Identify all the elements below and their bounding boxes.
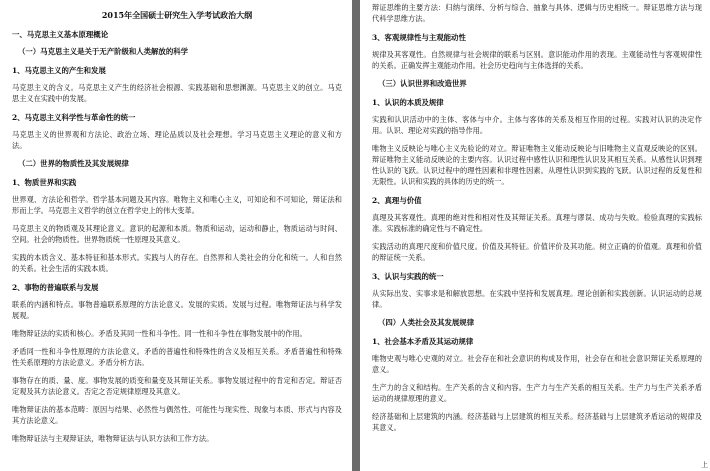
subsection-heading: （三）认识世界和改造世界: [378, 79, 467, 88]
paragraph: 规律及其客观性。自然规律与社会规律的联系与区别。意识能动作用的表现。主观能动性与客观规律性的关系。正确发挥主观能动作用。社会历史趋向与主体选择的关系。: [372, 50, 702, 70]
paragraph: 唯物辩证法与主观辩证法，唯物辩证法与认识方法和工作方法。: [12, 434, 214, 443]
paragraph: 唯物辩证法的基本范畴：原因与结果、必然性与偶然性、可能性与现实性、现象与本质、形式与内容及其方法论意义。: [12, 405, 342, 425]
paragraph: 唯物主义反映论与唯心主义先验论的对立。辩证唯物主义能动反映论与旧唯物主义直观反映论的区别。辩证唯物主义能动反映论的主要内容。认识过程中感性认识和理性认识及其相互关系。从感性认识到理性认识的飞跃。认识过程中的理性因素和非理性因素。从理性认识到实践的飞跃。认识过程的反复性和无限性。认识和实践的具体的历史的统一。: [372, 144, 702, 186]
paragraph: 马克思主义的含义。马克思主义产生的经济社会根源、实践基础和思想渊源。马克思主义的创立。马克思主义在实践中的发展。: [12, 83, 342, 103]
topic-heading: 1、物质世界和实践: [12, 178, 77, 187]
paragraph: 辩证思维的主要方法：归纳与演绎、分析与综合、抽象与具体、逻辑与历史相统一。辩证思维方法与现代科学思维方法。: [372, 3, 702, 23]
paragraph: 实践和认识活动中的主体、客体与中介。主体与客体的关系及相互作用的过程。实践对认识的决定作用。认识、理论对实践的指导作用。: [372, 115, 702, 135]
document-title: 2015年全国硕士研究生入学考试政治大纲: [101, 10, 253, 20]
topic-heading: 1、认识的本质及规律: [372, 98, 444, 107]
paragraph: 实践的本质含义、基本特征和基本形式。实践与人的存在。自然界和人类社会的分化和统一。人和自然的关系。社会生活的实践本质。: [12, 253, 342, 273]
topic-heading: 2、真理与价值: [372, 196, 422, 205]
paragraph: 从实际出发、实事求是和解放思想。在实践中坚持和发展真理。理论创新和实践创新。认识运动的总规律。: [372, 289, 702, 309]
page-gutter: [352, 0, 360, 471]
topic-heading: 2、马克思主义科学性与革命性的统一: [12, 113, 136, 122]
paragraph: 实践活动的真理尺度和价值尺度。价值及其特征。价值评价及其功能。树立正确的价值观。真理和价值的辩证统一关系。: [372, 242, 702, 262]
section-heading: 一、马克思主义基本原理概论: [12, 30, 109, 39]
document-page-right: [360, 0, 710, 471]
page-corner-mark: 上: [701, 461, 708, 469]
topic-heading: 3、认识与实践的统一: [372, 272, 444, 281]
left-content: [12, 29, 342, 444]
paragraph: 事物存在的质、量、度。事物发展的质变和量变及其辩证关系。事物发展过程中的肯定和否定。辩证否定观及其方法论意义。否定之否定规律原理及其意义。: [12, 376, 342, 396]
topic-heading: 1、社会基本矛盾及其运动规律: [372, 337, 474, 346]
topic-heading: 3、客观规律性与主观能动性: [372, 33, 466, 42]
subsection-heading: （四）人类社会及其发展规律: [378, 318, 475, 327]
paragraph: 世界观、方法论和哲学。哲学基本问题及其内容。唯物主义和唯心主义，可知论和不可知论，辩证法和形而上学。马克思主义哲学的创立在哲学史上的伟大变革。: [12, 195, 342, 215]
paragraph: 马克思主义的世界观和方法论、政治立场、理论品质以及社会理想。学习马克思主义理论的意义和方法。: [12, 130, 342, 150]
paragraph: 联系的内涵和特点。事物普遍联系原理的方法论意义。发展的实质。发展与过程。唯物辩证法与科学发展观。: [12, 300, 342, 320]
paragraph: 经济基础和上层建筑的内涵。经济基础与上层建筑的相互关系。经济基础与上层建筑矛盾运动的规律及其意义。: [372, 412, 702, 432]
paragraph: 唯物史观与唯心史观的对立。社会存在和社会意识的构成及作用，社会存在和社会意识辩证关系原理的意义。: [372, 354, 702, 374]
paragraph: 矛盾同一性和斗争性原理的方法论意义。矛盾的普遍性和特殊性的含义及相互关系。矛盾普遍性和特殊性关系原理的方法论意义。矛盾分析方法。: [12, 347, 342, 367]
right-content: [372, 2, 702, 433]
subsection-heading: （二）世界的物质性及其发展规律: [18, 159, 129, 168]
paragraph: 马克思主义的物质观及其理论意义。意识的起源和本质。物质和运动，运动和静止，物质运动与时间、空间。社会的物质性。世界物质统一性原理及其意义。: [12, 224, 342, 244]
topic-heading: 1、马克思主义的产生和发展: [12, 66, 106, 75]
subsection-heading: （一）马克思主义是关于无产阶级和人类解放的科学: [18, 47, 188, 56]
paragraph: 唯物辩证法的实质和核心。矛盾及其同一性和斗争性。同一性和斗争性在事物发展中的作用。: [12, 329, 307, 338]
document-page-left: [0, 0, 352, 471]
topic-heading: 2、事物的普遍联系与发展: [12, 283, 99, 292]
paragraph: 生产力的含义和结构。生产关系的含义和内容。生产力与生产关系的相互关系。生产力与生产关系矛盾运动的规律原理的意义。: [372, 383, 702, 403]
paragraph: 真理及其客观性。真理的绝对性和相对性及其辩证关系。真理与谬误、成功与失败。检验真理的实践标准。实践标准的确定性与不确定性。: [372, 213, 702, 233]
